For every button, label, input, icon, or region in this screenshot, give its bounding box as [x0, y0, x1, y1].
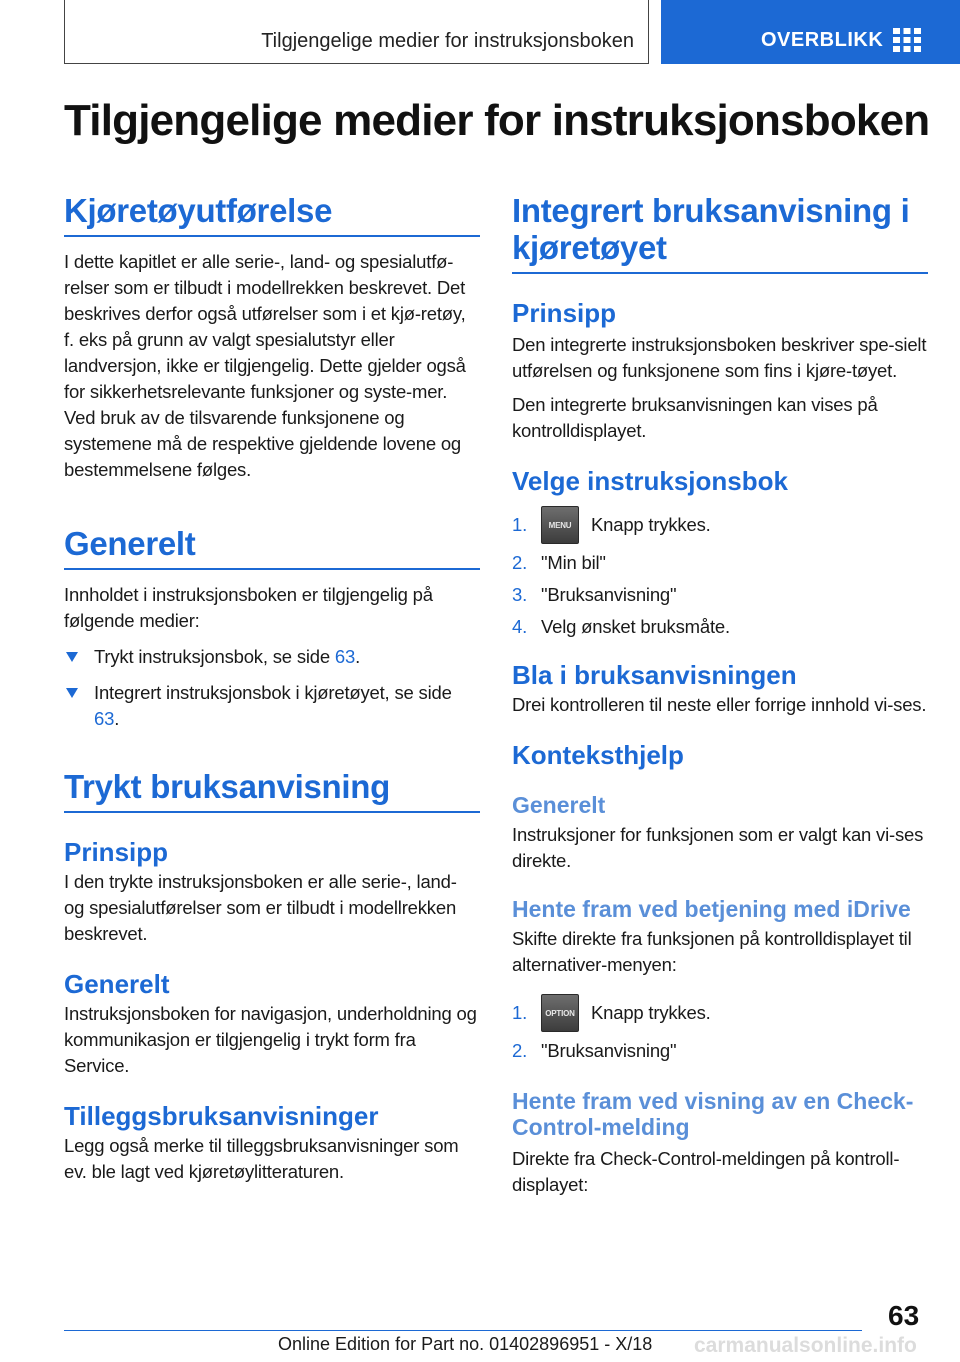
- list-item: 1. MENU Knapp trykkes.: [512, 506, 928, 544]
- subheading-principle: Prinsipp: [512, 298, 617, 328]
- principle-text-2: Den integrerte bruksanvisningen kan vises på kontrolldisplayet.: [512, 394, 878, 441]
- select-steps: [512, 506, 928, 640]
- list-item: 4. Velg ønsket bruksmåte.: [512, 616, 730, 637]
- section-heading-vehicle-variant: Kjøretøyutførelse: [64, 192, 480, 237]
- list-item: Trykt instruksjonsbok, se side 63.: [64, 644, 480, 670]
- subheading-check-control: Hente fram ved visning av en Check-Control-melding: [512, 1088, 914, 1140]
- general-text: Innholdet i instruksjonsboken er tilgjengelig på følgende medier:: [64, 584, 433, 631]
- subheading-browse: Bla i bruksanvisningen: [512, 660, 797, 690]
- subheading-context-help: Konteksthjelp: [512, 740, 684, 770]
- list-item: 2. "Min bil": [512, 552, 606, 573]
- overview-tab-label: OVERBLIKK: [761, 29, 884, 51]
- triangle-bullet-icon: [66, 652, 78, 662]
- supplementary-text: Legg også merke til tilleggsbruksanvisninger som ev. ble lagt ved kjøretøylitteraturen.: [64, 1135, 459, 1182]
- subheading-select-manual: Velge instruksjonsbok: [512, 466, 788, 496]
- subheading-principle: Prinsipp: [64, 837, 169, 867]
- option-button-icon: OPTION: [541, 994, 579, 1032]
- principle-text-1: Den integrerte instruksjonsboken beskriver spe-sielt utførelsen og funksjonene som fins i kjøre-tøyet.: [512, 334, 927, 381]
- context-general-text: Instruksjoner for funksjonen som er valgt kan vi-ses direkte.: [512, 824, 924, 871]
- list-item: 2. "Bruksanvisning": [512, 1040, 677, 1061]
- subheading-context-general: Generelt: [512, 792, 606, 818]
- section-heading-general: Generelt: [64, 525, 480, 570]
- idrive-text: Skifte direkte fra funksjonen på kontrolldisplayet til alternativer-menyen:: [512, 928, 912, 975]
- subheading-idrive: Hente fram ved betjening med iDrive: [512, 896, 911, 922]
- page-link[interactable]: 63: [334, 646, 356, 667]
- grid-icon: [893, 28, 921, 52]
- general-printed-text: Instruksjonsboken for navigasjon, underholdning og kommunikasjon er tilgjengelig i trykt form fra Service.: [64, 1003, 477, 1076]
- footer-divider: [64, 1330, 862, 1331]
- principle-text: I den trykte instruksjonsboken er alle serie-, land- og spesialutførelser som er tilbudt i modellrekken beskrevet.: [64, 871, 457, 944]
- media-list: [64, 644, 480, 732]
- overview-tab[interactable]: [661, 0, 960, 64]
- header-title-box: [64, 0, 649, 64]
- browse-text: Drei kontrolleren til neste eller forrige innhold vi-ses.: [512, 694, 927, 715]
- list-item: 3. "Bruksanvisning": [512, 584, 677, 605]
- check-control-text: Direkte fra Check-Control-meldingen på kontroll-displayet:: [512, 1148, 900, 1195]
- page-number: 63: [888, 1300, 920, 1331]
- triangle-bullet-icon: [66, 688, 78, 698]
- menu-button-icon: MENU: [541, 506, 579, 544]
- idrive-steps: [512, 994, 928, 1064]
- vehicle-variant-text: I dette kapitlet er alle serie-, land- og spesialutfø-relser som er tilbudt i modellrekken beskrevet. Det beskrives derfor også utførelser som i et kjø-retøy, f. eks på grunn av valgt spesialutstyr eller landversjon, ikke er tilgjengelig. Dette gjelder også for sikkerhetsrelevante funksjoner og syste-mer. Ved bruk av de tilsvarende funksjonene og systemene må de respektive gjeldende lovene og bestemmelsene følges.: [64, 251, 466, 480]
- left-column: [64, 192, 480, 1185]
- list-item: Integrert instruksjonsbok i kjøretøyet, se side 63.: [64, 680, 480, 732]
- list-item: 1. OPTION Knapp trykkes.: [512, 994, 928, 1032]
- section-heading-integrated-manual: Integrert bruksanvisning i kjøretøyet: [512, 192, 928, 274]
- subheading-general: Generelt: [64, 969, 170, 999]
- subheading-supplementary: Tilleggsbruksanvisninger: [64, 1101, 379, 1131]
- header-title: Tilgjengelige medier for instruksjonsboken: [261, 30, 634, 52]
- footer-edition: Online Edition for Part no. 01402896951 - X/18: [278, 1334, 653, 1354]
- page-title: Tilgjengelige medier for instruksjonsboken: [64, 96, 930, 145]
- right-column: [512, 192, 928, 1198]
- watermark: carmanualsonline.info: [694, 1334, 917, 1357]
- section-heading-printed-manual: Trykt bruksanvisning: [64, 768, 480, 813]
- page-link[interactable]: 63: [94, 708, 115, 729]
